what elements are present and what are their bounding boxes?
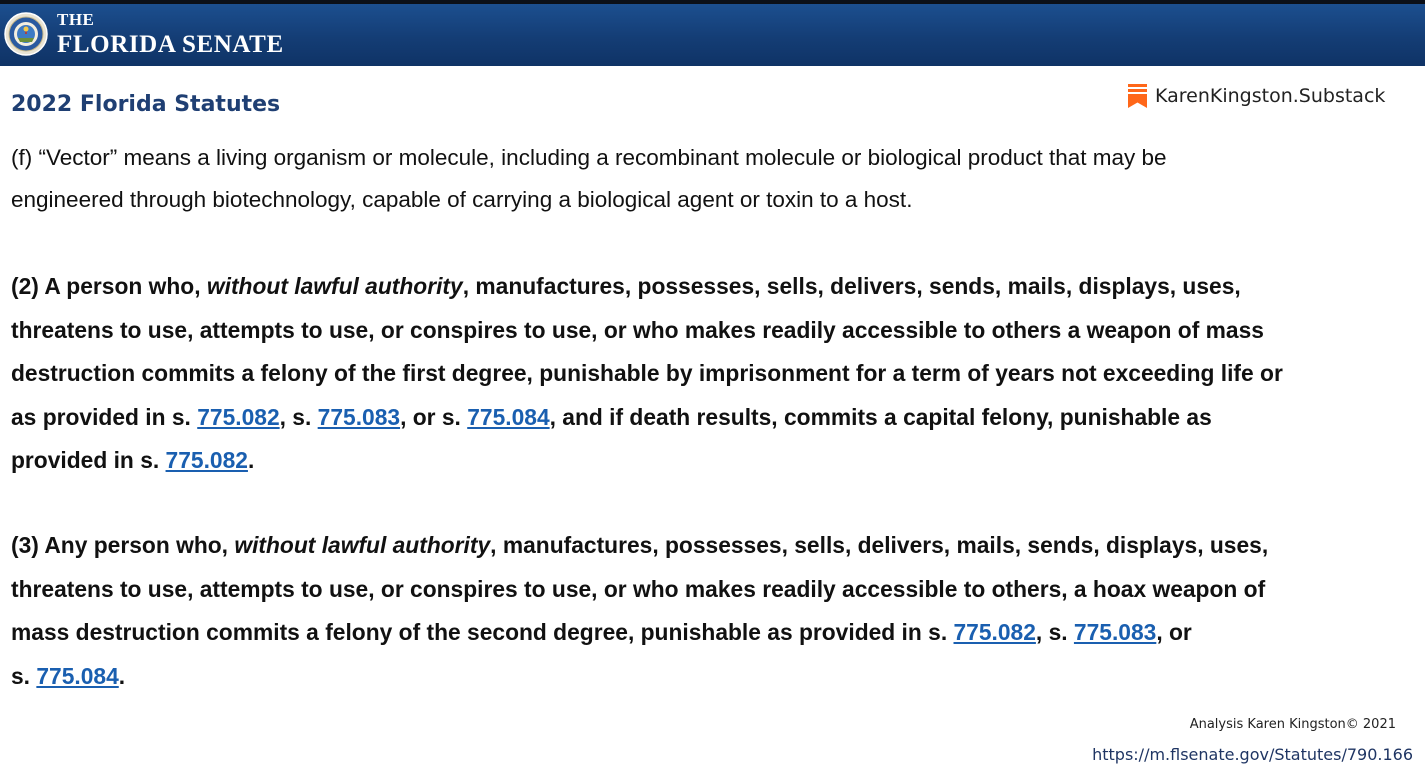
paragraph-2-line-4 [11,396,1283,440]
paragraph-2-emphasis: without lawful authority [206,273,463,299]
paragraph-3-line-1-rest: , manufactures, possesses, sells, delivers, mails, sends, displays, uses, [490,532,1269,558]
paragraph-2-line-3: destruction commits a felony of the first degree, punishable by imprisonment for a term of years not exceeding life or [11,360,1283,386]
brand-name[interactable]: FLORIDA SENATE [57,31,284,58]
brand-the[interactable]: THE [57,10,95,29]
text-segment: , or s. [400,403,468,430]
statute-link-775-082[interactable]: 775.082 [165,447,248,473]
paragraph-3-line-4 [11,655,1268,699]
statute-link-775-082[interactable]: 775.082 [197,403,280,430]
statute-link-775-083[interactable]: 775.083 [317,403,401,430]
statute-link-775-084[interactable]: 775.084 [36,662,119,689]
text-segment: , s. [1035,619,1074,645]
paragraph-3-line-1 [11,524,1268,568]
paragraph-3-line-2: threatens to use, attempts to use, or conspires to use, or who makes readily accessible to others, a hoax weapon of [11,575,1266,602]
paragraph-2-line-2: threatens to use, attempts to use, or conspires to use, or who makes readily accessible to others a weapon of mass [11,316,1264,343]
substack-label: KarenKingston.Substack [1155,85,1386,107]
paragraph-3-prefix: (3) Any person who, [11,532,235,558]
paragraph-2 [11,265,1283,483]
statute-link-775-082[interactable]: 775.082 [953,619,1036,645]
text-segment: mass destruction commits a felony of the second degree, punishable as provided in s. [11,619,954,645]
text-segment: as provided in s. [11,403,198,430]
text-segment: s. [11,662,37,689]
text-segment: , and if death results, commits a capital felony, punishable as [549,403,1212,430]
text-segment: , s. [279,403,318,430]
paragraph-2-line-1-rest: , manufactures, possesses, sells, delivers, sends, mails, displays, uses, [462,273,1241,299]
senate-seal-icon[interactable] [4,12,48,56]
substack-icon [1128,84,1147,108]
site-header [0,4,1425,66]
paragraph-f-line-1: (f) “Vector” means a living organism or molecule, including a recombinant molecule or biological product that may be [11,145,1167,170]
paragraph-2-prefix: (2) A person who, [11,273,207,299]
substack-watermark [1128,84,1385,108]
analysis-credit: Analysis Karen Kingston© 2021 [1189,717,1396,732]
paragraph-3-line-3 [11,611,1268,655]
statute-link-775-084[interactable]: 775.084 [467,403,550,430]
text-segment: , or [1156,619,1192,645]
source-url: https://m.flsenate.gov/Statutes/790.166 [1092,745,1413,764]
statutes-title: 2022 Florida Statutes [11,92,281,117]
text-segment: . [247,447,255,473]
paragraph-2-line-5 [11,439,1283,483]
paragraph-2-line-1 [11,265,1283,309]
paragraph-f [11,137,1167,221]
paragraph-3 [11,524,1268,698]
statute-link-775-083[interactable]: 775.083 [1073,619,1157,645]
paragraph-3-emphasis: without lawful authority [234,532,491,558]
text-segment: . [118,662,126,689]
paragraph-f-line-2: engineered through biotechnology, capable of carrying a biological agent or toxin to a host. [11,187,913,212]
text-segment: provided in s. [11,447,166,473]
